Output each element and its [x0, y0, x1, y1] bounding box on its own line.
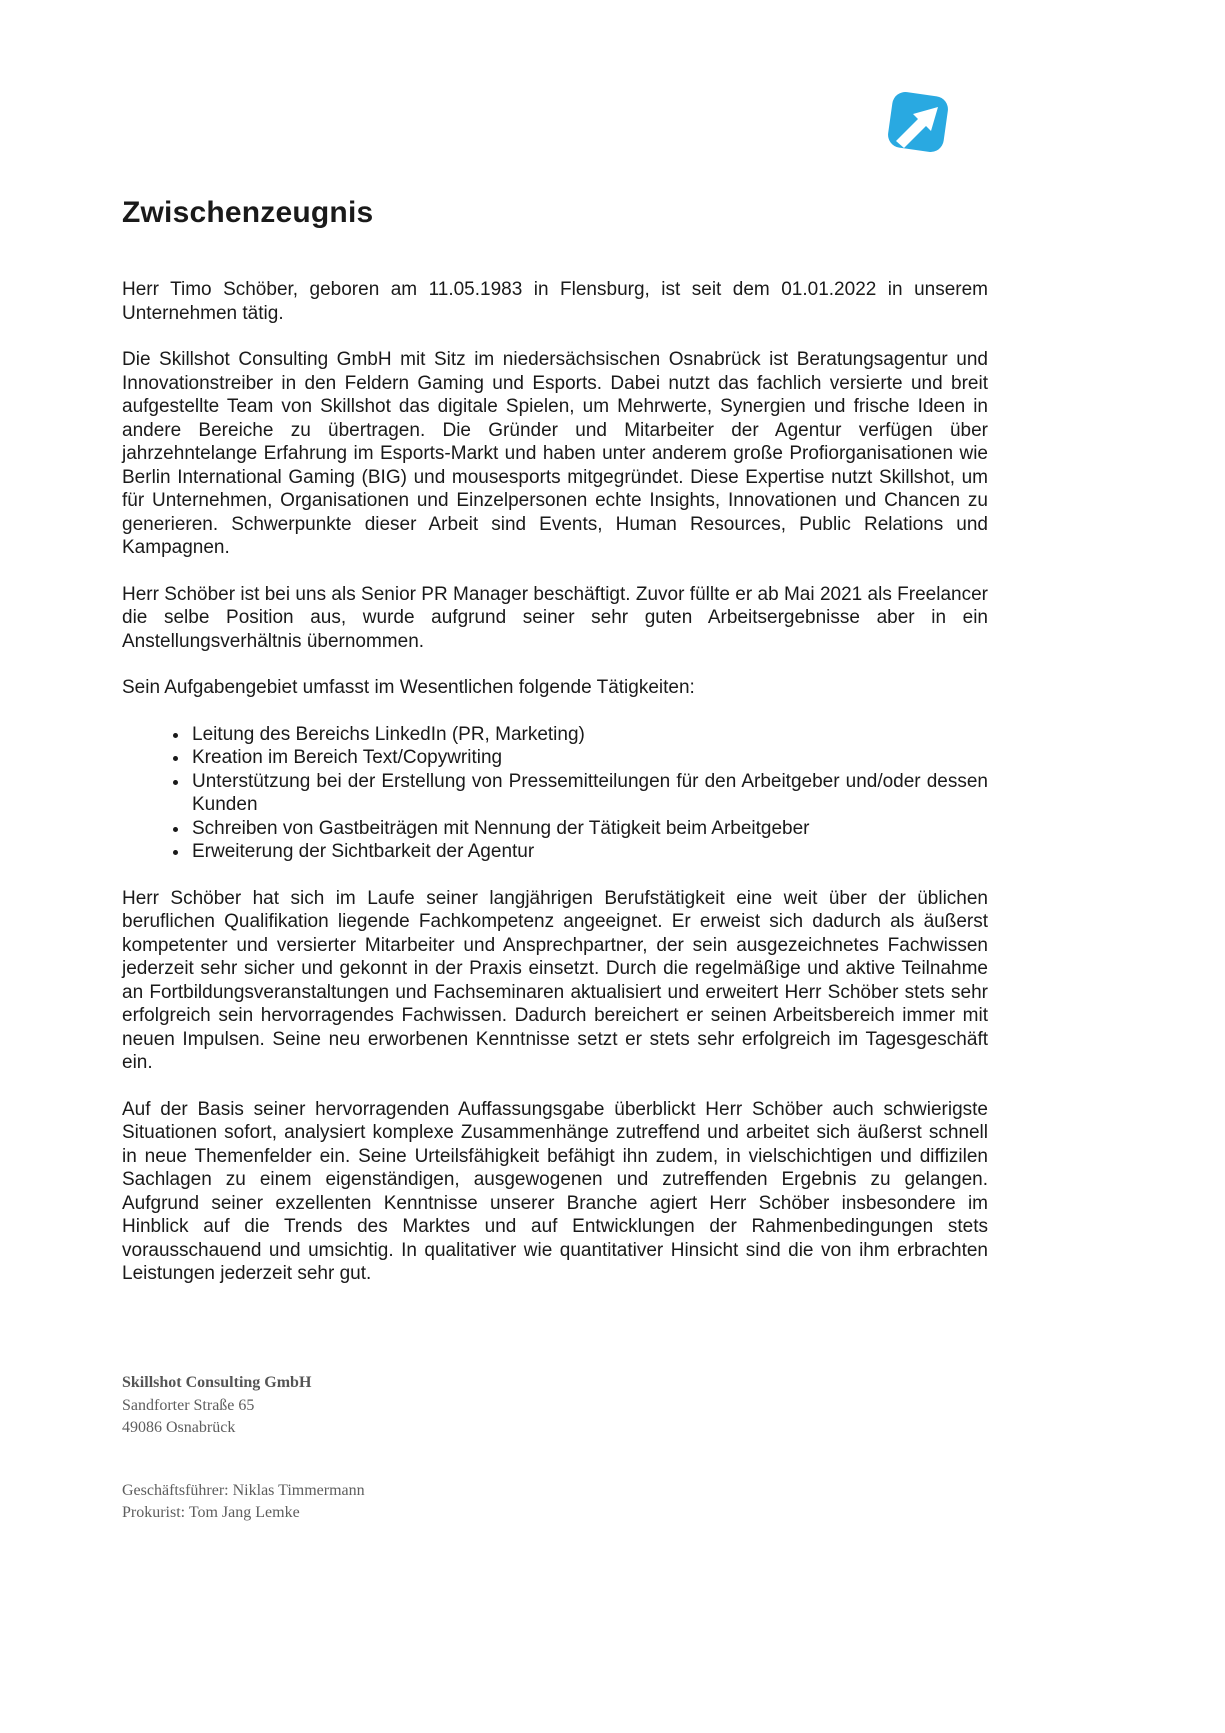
footer-authorized-officer: Prokurist: Tom Jang Lemke [122, 1504, 300, 1521]
document-body [122, 0, 988, 1309]
footer-company-name: Skillshot Consulting GmbH [122, 1374, 312, 1391]
paragraph-company-description: Die Skillshot Consulting GmbH mit Sitz im niedersächsischen Osnabrück ist Beratungsagentur und Innovationstreiber in den Feldern Gaming und Esports. Dabei nutzt das fachlich versierte und breit aufgestellte Team von Skillshot das digitale Spielen, um Mehrwerte, Synergien und frische Ideen in andere Bereiche zu übertragen. Die Gründer und Mitarbeiter der Agentur verfügen über jahrzehntelange Erfahrung im Esports-Markt und haben unter anderem große Profiorganisationen wie Berlin International Gaming (BIG) und mousesports mitgegründet. Diese Expertise nutzt Skillshot, um für Unternehmen, Organisationen und Einzelpersonen echte Insights, Innovationen und Chancen zu generieren. Schwerpunkte dieser Arbeit sind Events, Human Resources, Public Relations und Kampagnen. [122, 349, 988, 558]
paragraph-tasks-intro: Sein Aufgabengebiet umfasst im Wesentlichen folgende Tätigkeiten: [122, 677, 695, 698]
paragraph-assessment: Auf der Basis seiner hervorragenden Auffassungsgabe überblickt Herr Schöber auch schwierigste Situationen sofort, analysiert komplexe Zusammenhänge zutreffend und arbeitet sich äußerst schnell in neue Themenfelder ein. Seine Urteilsfähigkeit befähigt ihn zudem, in vielschichtigen und diffizilen Sachlagen zu einem eigenständigen, ausgewogenen und zutreffenden Ergebnis zu gelangen. Aufgrund seiner exzellenten Kenntnisse unserer Branche agiert Herr Schöber insbesondere im Hinblick auf die Trends des Marktes und auf Entwicklungen der Rahmenbedingungen stets vorausschauend und umsichtig. In qualitativer wie quantitativer Hinsicht sind die von ihm erbrachten Leistungen jederzeit sehr gut. [122, 1098, 988, 1284]
task-list-item: • Unterstützung bei der Erstellung von Pressemitteilungen für den Arbeitgeber und/oder dessen Kunden [190, 770, 988, 817]
footer-company-block [122, 1372, 822, 1440]
footer-address-street: Sandforter Straße 65 [122, 1396, 255, 1414]
task-list-item: • Leitung des Bereichs LinkedIn (PR, Marketing) [190, 723, 988, 747]
footer-management-block [122, 1480, 822, 1525]
paragraph-competence: Herr Schöber hat sich im Laufe seiner langjährigen Berufstätigkeit eine weit über der üblichen beruflichen Qualifikation liegende Fachkompetenz angeeignet. Er erweist sich dadurch als äußerst kompetenter und versierter Mitarbeiter und Ansprechpartner, der sein ausgezeichnetes Fachwissen jederzeit sehr sicher und gekonnt in der Praxis einsetzt. Durch die regelmäßige und aktive Teilnahme an Fortbildungsveranstaltungen und Fachseminaren aktualisiert und erweitert Herr Schöber stets sehr erfolgreich sein hervorragendes Fachwissen. Dadurch bereichert er seinen Arbeitsbereich immer mit neuen Impulsen. Seine neu erworbenen Kenntnisse setzt er stets sehr erfolgreich im Tagesgeschäft ein. [122, 887, 988, 1073]
task-list-item: • Schreiben von Gastbeiträgen mit Nennung der Tätigkeit beim Arbeitgeber [190, 817, 988, 841]
task-list-item: • Erweiterung der Sichtbarkeit der Agentur [190, 840, 988, 864]
page-title: Zwischenzeugnis [122, 196, 374, 229]
paragraph-position: Herr Schöber ist bei uns als Senior PR Manager beschäftigt. Zuvor füllte er ab Mai 2021 als Freelancer die selbe Position aus, wurde aufgrund seiner sehr guten Arbeitsergebnisse aber in ein Anstellungsverhältnis übernommen. [122, 583, 988, 652]
task-list [122, 723, 988, 864]
footer-address-city: 49086 Osnabrück [122, 1419, 236, 1436]
paragraph-intro: Herr Timo Schöber, geboren am 11.05.1983 in Flensburg, ist seit dem 01.01.2022 in unserem Unternehmen tätig. [122, 279, 988, 324]
document-footer [122, 1372, 822, 1525]
task-list-item: • Kreation im Bereich Text/Copywriting [190, 746, 988, 770]
footer-managing-director: Geschäftsführer: Niklas Timmermann [122, 1481, 365, 1499]
